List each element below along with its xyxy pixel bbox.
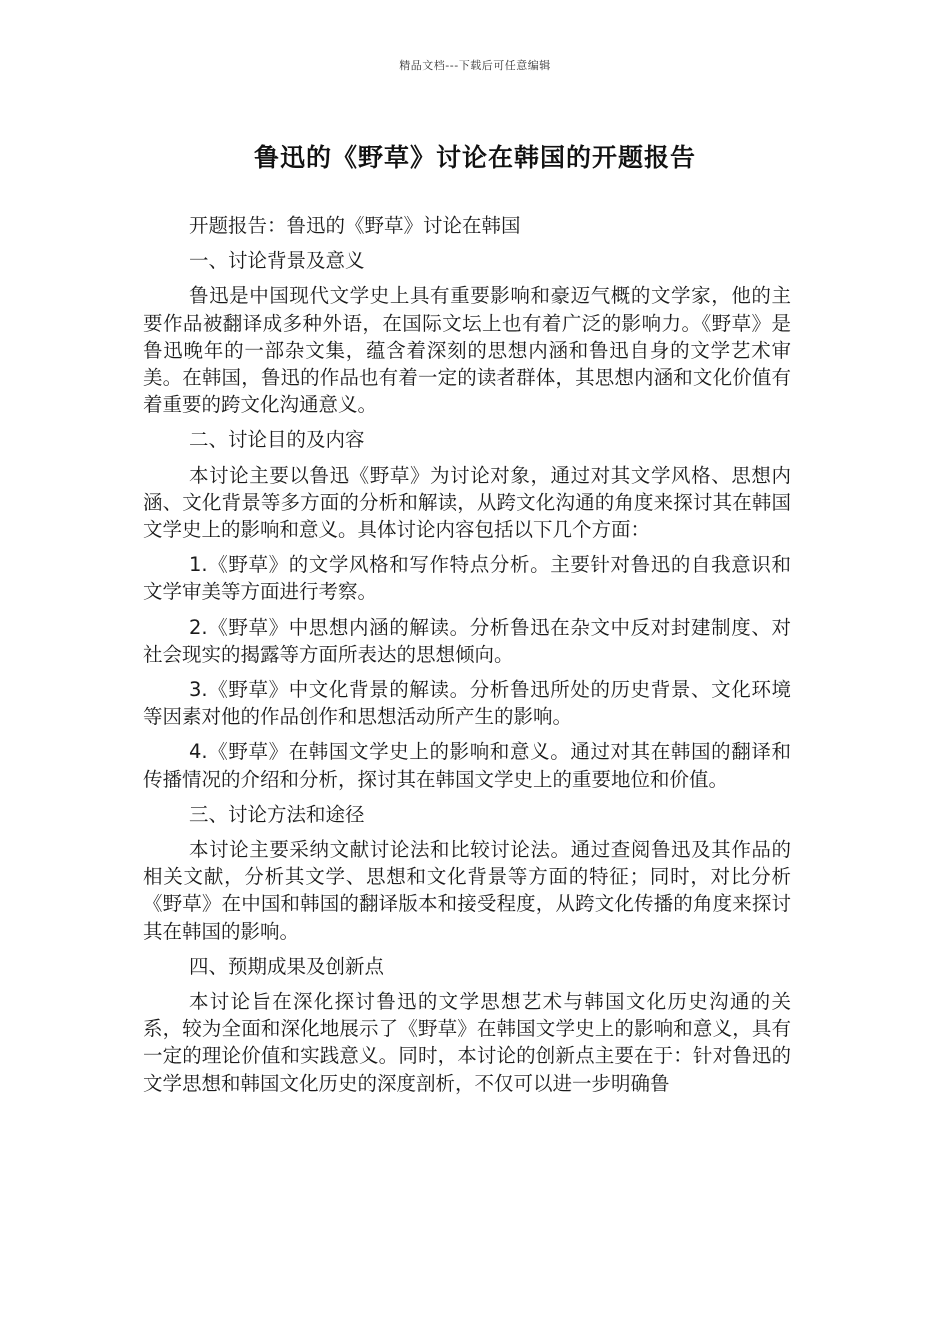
document-body — [143, 212, 791, 1105]
list-item-4: 4.《野草》在韩国文学史上的影响和意义。通过对其在韩国的翻译和传播情况的介绍和分析，探讨其在韩国文学史上的重要地位和价值。 — [143, 740, 791, 791]
paragraph-purpose: 本讨论主要以鲁迅《野草》为讨论对象，通过对其文学风格、思想内涵、文化背景等多方面的分析和解读，从跨文化沟通的角度来探讨其在韩国文学史上的影响和意义。具体讨论内容包括以下几个方面： — [143, 463, 791, 542]
section-heading-background: 一、讨论背景及意义 — [189, 249, 365, 273]
section-heading-outcomes: 四、预期成果及创新点 — [189, 954, 385, 978]
section-heading-method: 三、讨论方法和途径 — [189, 802, 365, 826]
list-item-1: 1.《野草》的文学风格和写作特点分析。主要针对鲁迅的自我意识和文学审美等方面进行考察。 — [143, 553, 791, 604]
list-item-2: 2.《野草》中思想内涵的解读。分析鲁迅在杂文中反对封建制度、对社会现实的揭露等方面所表达的思想倾向。 — [143, 615, 791, 666]
paragraph-method: 本讨论主要采纳文献讨论法和比较讨论法。通过查阅鲁迅及其作品的相关文献，分析其文学、思想和文化背景等方面的特征；同时，对比分析《野草》在中国和韩国的翻译版本和接受程度，从跨文化传播的角度来探讨其在韩国的影响。 — [143, 838, 791, 943]
section-heading-purpose: 二、讨论目的及内容 — [189, 428, 365, 452]
header-note: 精品文档---下载后可任意编辑 — [399, 59, 551, 72]
list-item-3: 3.《野草》中文化背景的解读。分析鲁迅所处的历史背景、文化环境等因素对他的作品创作和思想活动所产生的影响。 — [143, 678, 791, 729]
paragraph-outcomes: 本讨论旨在深化探讨鲁迅的文学思想艺术与韩国文化历史沟通的关系，较为全面和深化地展示了《野草》在韩国文学史上的影响和意义，具有一定的理论价值和实践意义。同时，本讨论的创新点主要在于：针对鲁迅的文学思想和韩国文化历史的深度剖析，不仅可以进一步明确鲁 — [143, 990, 791, 1095]
paragraph-background: 鲁迅是中国现代文学史上具有重要影响和豪迈气概的文学家，他的主要作品被翻译成多种外语，在国际文坛上也有着广泛的影响力。《野草》是鲁迅晚年的一部杂文集，蕴含着深刻的思想内涵和鲁迅自身的文学艺术审美。在韩国，鲁迅的作品也有着一定的读者群体，其思想内涵和文化价值有着重要的跨文化沟通意义。 — [143, 284, 791, 417]
report-subtitle: 开题报告：鲁迅的《野草》讨论在韩国 — [189, 214, 521, 237]
document-title: 鲁迅的《野草》讨论在韩国的开题报告 — [253, 143, 696, 172]
